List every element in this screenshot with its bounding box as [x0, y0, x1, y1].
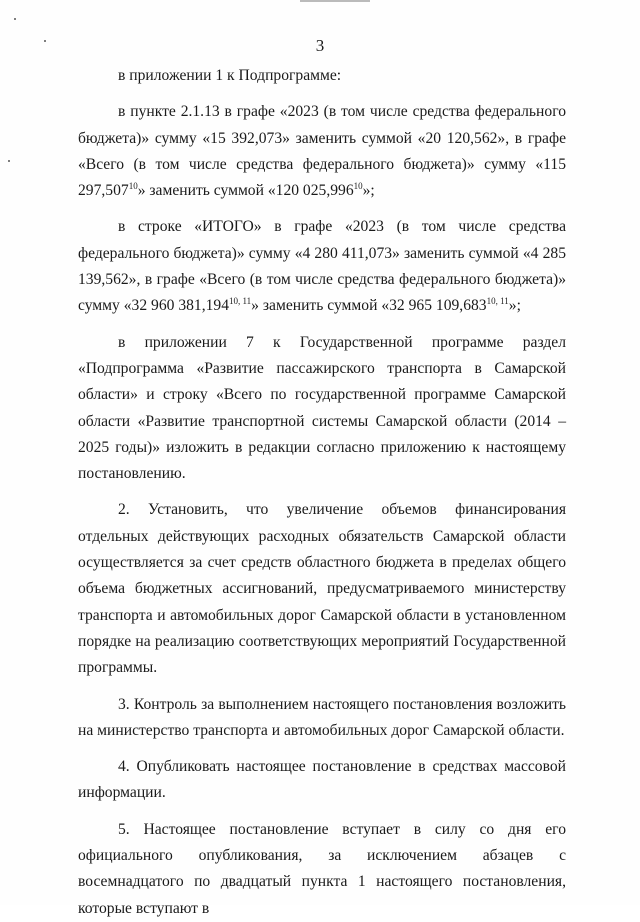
paragraph-text: »; — [362, 182, 375, 200]
footnote-ref: 10 — [353, 181, 363, 192]
document-body — [78, 63, 566, 922]
paragraph-clause-5: 5. Настоящее постановление вступает в силу со дня его официального опубликования, за исключением абзацев с восемнадцатого по двадцатый пункта 1 настоящего постановления, которые вступают в — [78, 820, 566, 917]
paragraph-appendix-7: в приложении 7 к Государственной программе раздел «Подпрограмма «Развитие пассажирского транспорта в Самарской области» и строку «Всего по государственной программе Самарской области «Развитие транспортной системы Самарской области (2014 – 2025 годы)» изложить в редакции согласно приложению к настоящему постановлению. — [78, 333, 566, 483]
footnote-ref: 10 — [128, 181, 138, 192]
paragraph-text: в пункте 2.1.13 в графе «2023 (в том числе средства федерального бюджета)» сумму «15 392,073» заменить суммой «20 120,562», в графе «Всего (в том числе средства федерального бюджета)» сумму «115 297,507 — [78, 103, 566, 200]
scan-speck — [14, 18, 16, 20]
paragraph-clause-3: 3. Контроль за выполнением настоящего постановления возложить на министерство транспорта и автомобильных дорог Самарской области. — [78, 695, 566, 739]
paragraph-clause-4: 4. Опубликовать настоящее постановление в средствах массовой информации. — [78, 758, 566, 802]
paragraph-appendix-1: в приложении 1 к Подпрограмме: — [118, 67, 342, 84]
paragraph-item-2-1-13 — [78, 99, 566, 204]
footnote-ref: 10, 11 — [229, 296, 252, 307]
page-number: 3 — [315, 36, 325, 55]
scan-speck — [8, 160, 10, 162]
paragraph-text: в строке «ИТОГО» в графе «2023 (в том числе средства федерального бюджета)» сумму «4 280 411,073» заменить суммой «4 285 139,562», в графе «Всего (в том числе средства федерального бюджета)» сумму «32 960 381,194 — [78, 218, 566, 315]
footnote-ref: 10, 11 — [486, 296, 509, 307]
paragraph-text: » заменить суммой «120 025,996 — [137, 182, 354, 200]
paragraph-text: »; — [508, 297, 521, 315]
paragraph-text: » заменить суммой «32 965 109,683 — [251, 297, 487, 315]
paragraph-itogo-row — [78, 214, 566, 319]
paragraph-clause-2: 2. Установить, что увеличение объемов финансирования отдельных действующих расходных обязательств Самарской области осуществляется за счет средств областного бюджета в пределах общего объема бюджетных ассигнований, предусматриваемого министерству транспорта и автомобильных дорог Самарской области в установленном порядке на реализацию соответствующих мероприятий Государственной программы. — [78, 501, 566, 677]
scan-artifact — [300, 0, 370, 2]
